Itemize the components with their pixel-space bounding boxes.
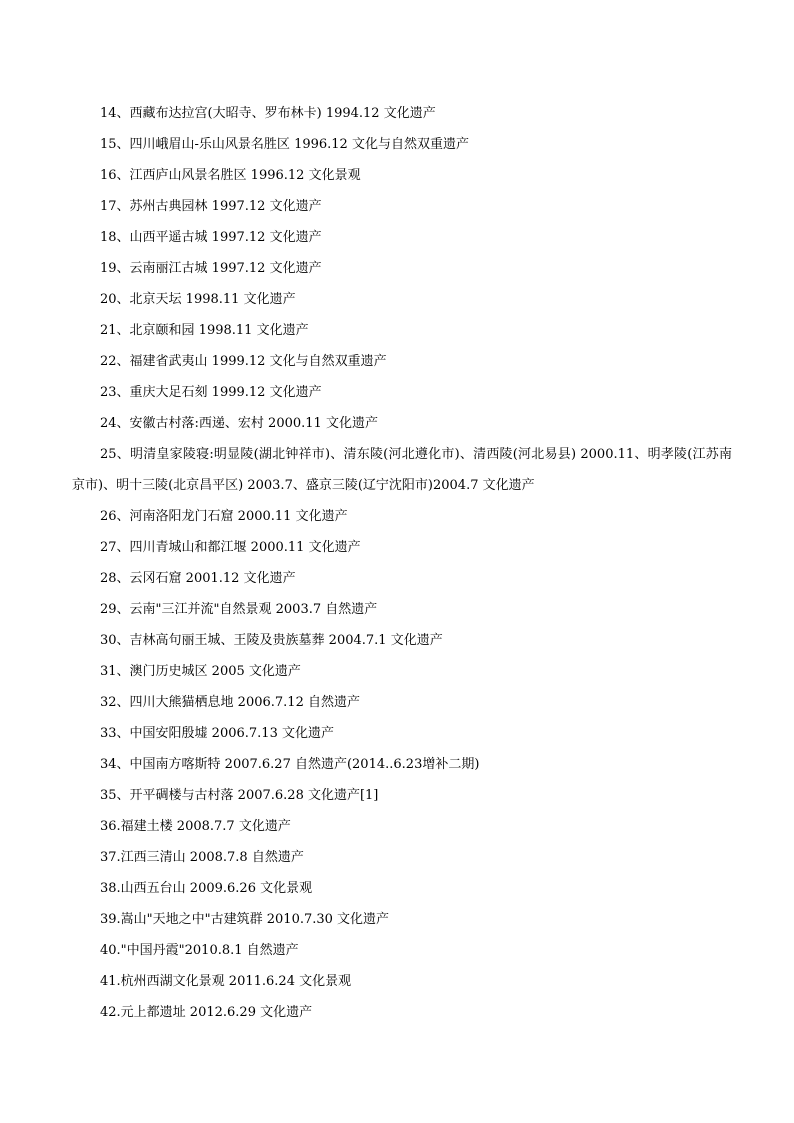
list-item: 20、北京天坛 1998.11 文化遗产 (100, 292, 296, 307)
list-item: 24、安徽古村落:西递、宏村 2000.11 文化遗产 (100, 416, 378, 431)
list-item: 14、西藏布达拉宫(大昭寺、罗布林卡) 1994.12 文化遗产 (100, 106, 436, 121)
list-item: 30、吉林高句丽王城、王陵及贵族墓葬 2004.7.1 文化遗产 (100, 633, 443, 648)
list-item: 26、河南洛阳龙门石窟 2000.11 文化遗产 (100, 509, 348, 524)
list-item: 16、江西庐山风景名胜区 1996.12 文化景观 (100, 168, 361, 183)
list-item: 22、福建省武夷山 1999.12 文化与自然双重遗产 (100, 354, 387, 369)
list-item: 29、云南"三江并流"自然景观 2003.7 自然遗产 (100, 602, 378, 617)
list-item: 41.杭州西湖文化景观 2011.6.24 文化景观 (100, 974, 352, 989)
list-item: 34、中国南方喀斯特 2007.6.27 自然遗产(2014..6.23增补二期) (100, 757, 480, 772)
list-item: 37.江西三清山 2008.7.8 自然遗产 (100, 850, 304, 865)
list-item: 23、重庆大足石刻 1999.12 文化遗产 (100, 385, 322, 400)
list-item: 40."中国丹霞"2010.8.1 自然遗产 (100, 943, 299, 958)
list-item: 18、山西平遥古城 1997.12 文化遗产 (100, 230, 322, 245)
list-item: 38.山西五台山 2009.6.26 文化景观 (100, 881, 313, 896)
list-item: 27、四川青城山和都江堰 2000.11 文化遗产 (100, 540, 361, 555)
list-item: 42.元上都遗址 2012.6.29 文化遗产 (100, 1005, 313, 1020)
list-item: 33、中国安阳殷墟 2006.7.13 文化遗产 (100, 726, 334, 741)
list-item: 36.福建土楼 2008.7.7 文化遗产 (100, 819, 291, 834)
list-item: 17、苏州古典园林 1997.12 文化遗产 (100, 199, 322, 214)
heritage-site-list (72, 98, 732, 1028)
list-item: 15、四川峨眉山-乐山风景名胜区 1996.12 文化与自然双重遗产 (100, 137, 469, 152)
list-item: 32、四川大熊猫栖息地 2006.7.12 自然遗产 (100, 695, 360, 710)
list-item: 35、开平碉楼与古村落 2007.6.28 文化遗产[1] (100, 788, 379, 803)
list-item: 28、云冈石窟 2001.12 文化遗产 (100, 571, 296, 586)
list-item: 25、明清皇家陵寝:明显陵(湖北钟祥市)、清东陵(河北遵化市)、清西陵(河北易县) 2000.11、明孝陵(江苏南京市)、明十三陵(北京昌平区) 2003.7、盛京三陵(辽宁沈阳市)2004.7 文化遗产 (72, 447, 732, 493)
list-item: 21、北京颐和园 1998.11 文化遗产 (100, 323, 309, 338)
list-item: 19、云南丽江古城 1997.12 文化遗产 (100, 261, 322, 276)
list-item: 31、澳门历史城区 2005 文化遗产 (100, 664, 301, 679)
list-item: 39.嵩山"天地之中"古建筑群 2010.7.30 文化遗产 (100, 912, 390, 927)
